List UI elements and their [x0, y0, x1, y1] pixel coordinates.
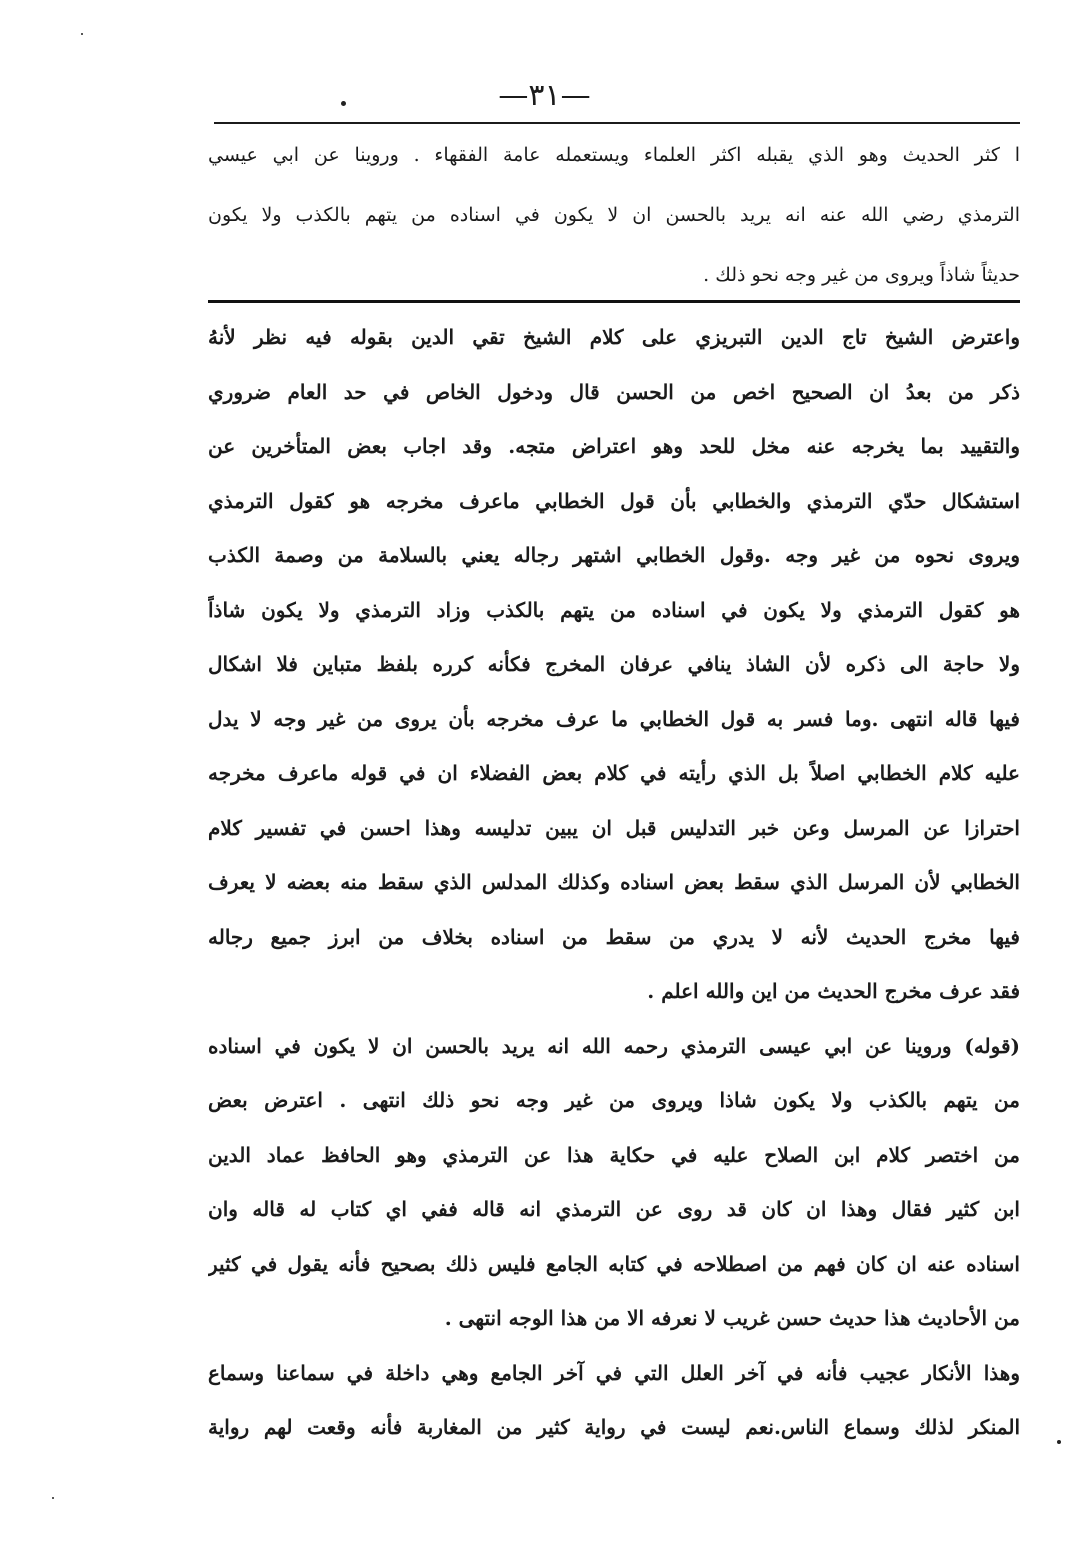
main-text-line: الترمذي رضي الله عنه انه يريد بالحسن ان لا يكون في اسناده من يتهم بالكذب ولا يكون — [208, 204, 1020, 226]
commentary-line: ابن كثير فقال وهذا ان كان قد روى عن الترمذي انه قاله ففي اي كتاب له قاله وان — [208, 1197, 1020, 1221]
commentary-line: المنكر لذلك وسماع الناس.نعم ليست في رواية كثير من المغاربة فأنه وقعت لهم رواية — [208, 1415, 1020, 1439]
commentary-line: من يتهم بالكذب ولا يكون شاذا ويروى من غير وجه نحو ذلك انتهى . اعترض بعض — [208, 1088, 1020, 1112]
commentary-line: فيها قاله انتهى .وما فسر به قول الخطابي ما عرف مخرجه بأن يروى من غير وجه لا يدل — [208, 706, 1020, 731]
commentary-line: فقد عرف مخرج الحديث من اين والله اعلم . — [647, 979, 1020, 1003]
commentary-line: وهذا الأنكار عجيب فأنه في آخر العلل التي في آخر الجامع وهي داخلة في سماعنا وسماع — [208, 1360, 1020, 1385]
page-number: —٣١— — [498, 78, 591, 113]
commentary-line: من اختصر كلام ابن الصلاح عليه في حكاية هذا عن الترمذي وهو الحافظ عماد الدين — [208, 1142, 1020, 1167]
commentary-line: الخطابي لأن المرسل الذي سقط بعض اسناده وكذلك المدلس الذي سقط منه بعضه لا يعرف — [208, 870, 1020, 894]
scan-speck — [81, 33, 83, 35]
commentary-line: ويروى نحوه من غير وجه .وقول الخطابي اشتهر رجاله يعني بالسلامة من وصمة الكذب — [208, 543, 1020, 567]
commentary-line: ولا حاجة الى ذكره لأن الشاذ ينافي عرفان المخرج فكأنه كرره بلفظ متباين فلا اشكال — [208, 652, 1020, 676]
commentary-line: (قوله) وروينا عن ابي عيسى الترمذي رحمه الله انه يريد بالحسن ان لا يكون في اسناده — [208, 1033, 1020, 1058]
commentary-block — [208, 310, 1020, 1455]
commentary-line: اسناده عنه ان كان فهم من اصطلاحه في كتابه الجامع فليس ذلك بصحيح فأنه يقول في كثير — [208, 1251, 1020, 1276]
commentary-line: ذكر من بعدُ ان الصحيح اخص من الحسن قال ودخول الخاص في حد العام ضروري — [208, 379, 1020, 404]
text-commentary-separator — [208, 300, 1020, 303]
commentary-line: احترازا عن المرسل وعن خبر التدليس قبل ان يبين تدليسه وهذا احسن في تفسير كلام — [208, 815, 1020, 840]
commentary-line: والتقييد بما يخرجه عنه مخل للحد وهو اعتراض متجه. وقد اجاب بعض المتأخرين عن — [208, 434, 1020, 458]
commentary-line: استشكال حدّي الترمذي والخطابي بأن قول الخطابي ماعرف مخرجه هو كقول الترمذي — [208, 488, 1020, 513]
scan-speck — [341, 101, 346, 106]
header-rule — [214, 122, 1020, 124]
main-text-line: حديثاً شاذاً ويروى من غير وجه نحو ذلك . — [703, 264, 1020, 286]
commentary-line: عليه كلام الخطابي اصلاً بل الذي رأيته في كلام بعض الفضلاء ان في قوله ماعرف مخرجه — [208, 761, 1020, 785]
commentary-line: هو كقول الترمذي ولا يكون في اسناده من يتهم بالكذب وزاد الترمذي ولا يكون شاذاً — [208, 597, 1020, 622]
commentary-line: فيها مخرج الحديث لأنه لا يدري من سقط من اسناده بخلاف من ابرز جميع رجاله — [208, 924, 1020, 949]
scan-speck — [1057, 1440, 1061, 1444]
main-text-line: ا كثر الحديث وهو الذي يقبله اكثر العلماء ويستعمله عامة الفقهاء . وروينا عن ابي عيسي — [208, 144, 1020, 166]
commentary-line: من الأحاديث هذا حديث حسن غريب لا نعرفه الا من هذا الوجه انتهى . — [444, 1306, 1020, 1330]
commentary-line: واعترض الشيخ تاج الدين التبريزي على كلام الشيخ تقي الدين بقوله فيه نظر لأنهُ — [208, 325, 1020, 349]
scan-speck — [52, 1497, 54, 1499]
main-text-block — [208, 125, 1020, 305]
